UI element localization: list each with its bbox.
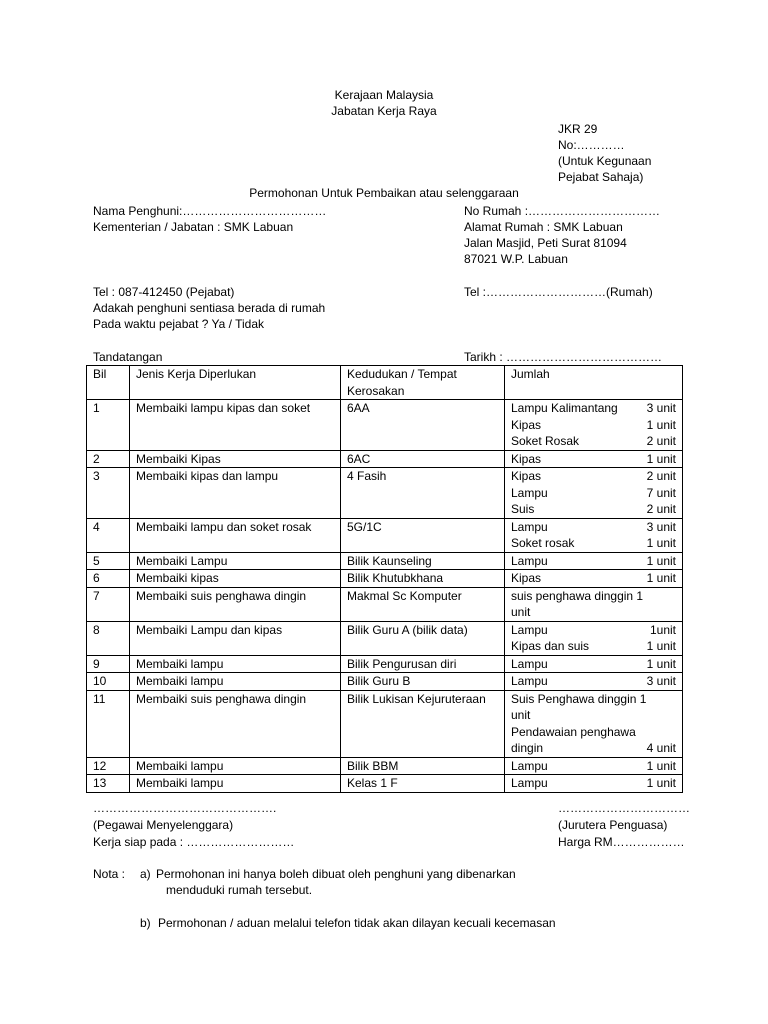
- table-row: [87, 468, 683, 519]
- cell-bil: 11: [87, 690, 130, 757]
- jumlah-line: [511, 570, 676, 587]
- field-kementerian: Kementerian / Jabatan : SMK Labuan: [93, 220, 294, 234]
- table-header-row: [87, 366, 683, 400]
- jumlah-line: [511, 622, 676, 639]
- cell-bil: 6: [87, 570, 130, 588]
- cell-jumlah: [505, 673, 683, 691]
- jumlah-qty: 1 unit: [646, 553, 676, 568]
- cell-tempat: Bilik Guru B: [341, 673, 505, 691]
- jumlah-item: Lampu: [511, 758, 548, 773]
- cell-jumlah: [505, 690, 683, 757]
- jumlah-item: suis penghawa dinggin 1: [511, 588, 644, 603]
- field-tel-rumah: Tel :…………………………(Rumah): [464, 285, 653, 299]
- jumlah-item: Kipas: [511, 451, 542, 466]
- jumlah-item: Kipas dan suis: [511, 639, 590, 653]
- jumlah-line: [511, 740, 676, 757]
- jumlah-qty: 2 unit: [646, 502, 676, 516]
- table-row: [87, 621, 683, 655]
- cell-jumlah: [505, 587, 683, 621]
- jumlah-qty: 2 unit: [646, 469, 676, 483]
- jumlah-item: Kipas: [511, 469, 542, 483]
- form-title: Permohonan Untuk Pembaikan atau selenggaraan: [249, 186, 519, 200]
- form-number: No:…………: [558, 138, 625, 152]
- jumlah-item: Lampu: [511, 519, 548, 534]
- jumlah-line: [511, 400, 676, 417]
- table-row: [87, 655, 683, 673]
- cell-jenis-kerja: Membaiki kipas: [130, 570, 341, 588]
- cell-tempat: 6AA: [341, 400, 505, 451]
- jumlah-item: Pendawaian penghawa: [511, 724, 636, 739]
- office-use-line2: Pejabat Sahaja): [558, 170, 644, 184]
- jumlah-line: [511, 553, 676, 570]
- question-line1: Adakah penghuni sentiasa berada di rumah: [93, 301, 326, 315]
- jumlah-qty: 1 unit: [646, 758, 676, 773]
- jumlah-line: [511, 468, 676, 485]
- jumlah-qty: 1 unit: [646, 776, 676, 790]
- table-row: [87, 518, 683, 552]
- cell-bil: 2: [87, 450, 130, 468]
- cell-bil: 9: [87, 655, 130, 673]
- jumlah-qty: 1 unit: [646, 417, 676, 432]
- jumlah-qty: 1 unit: [646, 639, 676, 653]
- field-no-rumah: No Rumah :……………………………: [464, 204, 661, 218]
- field-alamat-line3: 87021 W.P. Labuan: [464, 252, 568, 266]
- jumlah-item: Lampu: [511, 553, 548, 568]
- jumlah-qty: 1 unit: [646, 656, 676, 671]
- jumlah-item: Soket Rosak: [511, 434, 580, 448]
- jumlah-line: [511, 724, 676, 741]
- field-alamat-line1: Alamat Rumah : SMK Labuan: [464, 220, 623, 234]
- signature-title-right: (Jurutera Penguasa): [558, 818, 668, 832]
- cell-tempat: Kelas 1 F: [341, 775, 505, 793]
- cell-tempat: Bilik Pengurusan diri: [341, 655, 505, 673]
- field-kerja-siap: Kerja siap pada : ………………………: [93, 835, 295, 849]
- jumlah-item: unit: [511, 605, 531, 619]
- cell-jenis-kerja: Membaiki Kipas: [130, 450, 341, 468]
- field-harga: Harga RM………………: [558, 835, 685, 849]
- nota-a-line1: Permohonan ini hanya boleh dibuat oleh penghuni yang dibenarkan: [156, 867, 516, 881]
- cell-bil: 13: [87, 775, 130, 793]
- cell-jumlah: [505, 621, 683, 655]
- cell-tempat: 5G/1C: [341, 518, 505, 552]
- cell-jumlah: [505, 518, 683, 552]
- cell-bil: 10: [87, 673, 130, 691]
- cell-jenis-kerja: Membaiki lampu: [130, 655, 341, 673]
- jumlah-item: unit: [511, 708, 531, 722]
- jumlah-qty: 1unit: [649, 622, 676, 637]
- jumlah-item: Lampu: [511, 674, 548, 688]
- cell-jenis-kerja: Membaiki kipas dan lampu: [130, 468, 341, 519]
- cell-bil: 12: [87, 757, 130, 775]
- jumlah-qty: 1 unit: [646, 536, 676, 550]
- signature-line-left: ……………………………………….: [93, 801, 277, 815]
- jumlah-line: [511, 604, 676, 621]
- jumlah-item: Kipas: [511, 571, 542, 585]
- cell-jumlah: [505, 775, 683, 793]
- cell-bil: 8: [87, 621, 130, 655]
- jumlah-item: Suis: [511, 502, 535, 516]
- jumlah-qty: 7 unit: [646, 485, 676, 500]
- jumlah-qty: 3 unit: [646, 519, 676, 534]
- jumlah-qty: 1 unit: [646, 451, 676, 466]
- table-body: [87, 400, 683, 793]
- cell-jenis-kerja: Membaiki Lampu: [130, 552, 341, 570]
- table-row: [87, 690, 683, 757]
- cell-jenis-kerja: Membaiki lampu dan soket rosak: [130, 518, 341, 552]
- header-government: Kerajaan Malaysia: [334, 88, 434, 102]
- office-use-line1: (Untuk Kegunaan: [558, 154, 652, 168]
- cell-tempat: Bilik Khutubkhana: [341, 570, 505, 588]
- jumlah-qty: 4 unit: [646, 741, 676, 755]
- form-code: JKR 29: [558, 122, 598, 136]
- table-row: [87, 673, 683, 691]
- cell-jumlah: [505, 468, 683, 519]
- jumlah-line: [511, 451, 676, 468]
- header-bil: Bil: [87, 366, 130, 400]
- jumlah-qty: 2 unit: [646, 434, 676, 448]
- cell-tempat: Bilik Lukisan Kejuruteraan: [341, 690, 505, 757]
- cell-jenis-kerja: Membaiki suis penghawa dingin: [130, 690, 341, 757]
- jumlah-line: [511, 485, 676, 502]
- jumlah-item: Lampu: [511, 622, 548, 637]
- jumlah-item: Kipas: [511, 417, 542, 432]
- jumlah-line: [511, 707, 676, 724]
- jumlah-qty: 3 unit: [646, 401, 676, 415]
- cell-jumlah: [505, 757, 683, 775]
- jumlah-item: Suis Penghawa dinggin 1: [511, 691, 647, 706]
- jumlah-line: [511, 588, 676, 605]
- cell-jenis-kerja: Membaiki lampu kipas dan soket: [130, 400, 341, 451]
- cell-jenis-kerja: Membaiki lampu: [130, 757, 341, 775]
- jumlah-line: [511, 775, 676, 792]
- jumlah-line: [511, 673, 676, 690]
- cell-bil: 7: [87, 587, 130, 621]
- jumlah-item: Lampu: [511, 485, 548, 500]
- field-tarikh: Tarikh : …………………………………: [464, 350, 663, 364]
- work-items-table: [86, 365, 683, 793]
- table-row: [87, 775, 683, 793]
- cell-tempat: 6AC: [341, 450, 505, 468]
- cell-jumlah: [505, 450, 683, 468]
- jumlah-line: [511, 519, 676, 536]
- jumlah-line: [511, 758, 676, 775]
- nota-label: Nota :: [93, 867, 126, 881]
- cell-jenis-kerja: Membaiki Lampu dan kipas: [130, 621, 341, 655]
- cell-tempat: 4 Fasih: [341, 468, 505, 519]
- cell-bil: 5: [87, 552, 130, 570]
- field-alamat-line2: Jalan Masjid, Peti Surat 81094: [464, 236, 627, 250]
- nota-a-marker: a): [140, 867, 151, 881]
- table-row: [87, 587, 683, 621]
- header-department: Jabatan Kerja Raya: [331, 104, 437, 118]
- table-row: [87, 757, 683, 775]
- question-line2: Pada waktu pejabat ? Ya / Tidak: [93, 317, 265, 331]
- jumlah-line: [511, 638, 676, 655]
- jumlah-qty: 1 unit: [646, 571, 676, 585]
- field-nama-penghuni: Nama Penghuni:………………………………: [93, 204, 327, 218]
- jumlah-line: [511, 417, 676, 434]
- jumlah-qty: 3 unit: [646, 674, 676, 688]
- cell-tempat: Bilik Kaunseling: [341, 552, 505, 570]
- cell-tempat: Bilik BBM: [341, 757, 505, 775]
- jumlah-line: [511, 691, 676, 708]
- jumlah-line: [511, 535, 676, 552]
- cell-jumlah: [505, 400, 683, 451]
- nota-a-line2: menduduki rumah tersebut.: [166, 883, 313, 897]
- header-kedudukan-tempat: Kedudukan / Tempat Kerosakan: [341, 366, 505, 400]
- table-row: [87, 570, 683, 588]
- nota-b-marker: b): [140, 916, 151, 930]
- jumlah-item: Lampu Kalimantang: [511, 401, 618, 415]
- jumlah-item: dingin: [511, 741, 544, 755]
- table-row: [87, 552, 683, 570]
- table-row: [87, 450, 683, 468]
- cell-tempat: Makmal Sc Komputer: [341, 587, 505, 621]
- cell-jenis-kerja: Membaiki suis penghawa dingin: [130, 587, 341, 621]
- field-tandatangan: Tandatangan: [93, 350, 163, 364]
- table-row: [87, 400, 683, 451]
- cell-jumlah: [505, 655, 683, 673]
- header-jumlah: Jumlah: [505, 366, 683, 400]
- signature-title-left: (Pegawai Menyelenggara): [93, 818, 234, 832]
- jumlah-item: Lampu: [511, 656, 548, 671]
- jumlah-line: [511, 433, 676, 450]
- field-tel-pejabat: Tel : 087-412450 (Pejabat): [93, 285, 235, 299]
- nota-b-line1: Permohonan / aduan melalui telefon tidak akan dilayan kecuali kecemasan: [158, 916, 556, 930]
- cell-jenis-kerja: Membaiki lampu: [130, 673, 341, 691]
- cell-jenis-kerja: Membaiki lampu: [130, 775, 341, 793]
- cell-tempat: Bilik Guru A (bilik data): [341, 621, 505, 655]
- header-jenis-kerja: Jenis Kerja Diperlukan: [130, 366, 341, 400]
- jumlah-item: Soket rosak: [511, 536, 575, 550]
- jumlah-line: [511, 501, 676, 518]
- signature-line-right: ……………………………: [558, 801, 690, 815]
- jumlah-item: Lampu: [511, 776, 548, 790]
- cell-bil: 1: [87, 400, 130, 451]
- cell-bil: 4: [87, 518, 130, 552]
- cell-bil: 3: [87, 468, 130, 519]
- jumlah-line: [511, 656, 676, 673]
- cell-jumlah: [505, 552, 683, 570]
- cell-jumlah: [505, 570, 683, 588]
